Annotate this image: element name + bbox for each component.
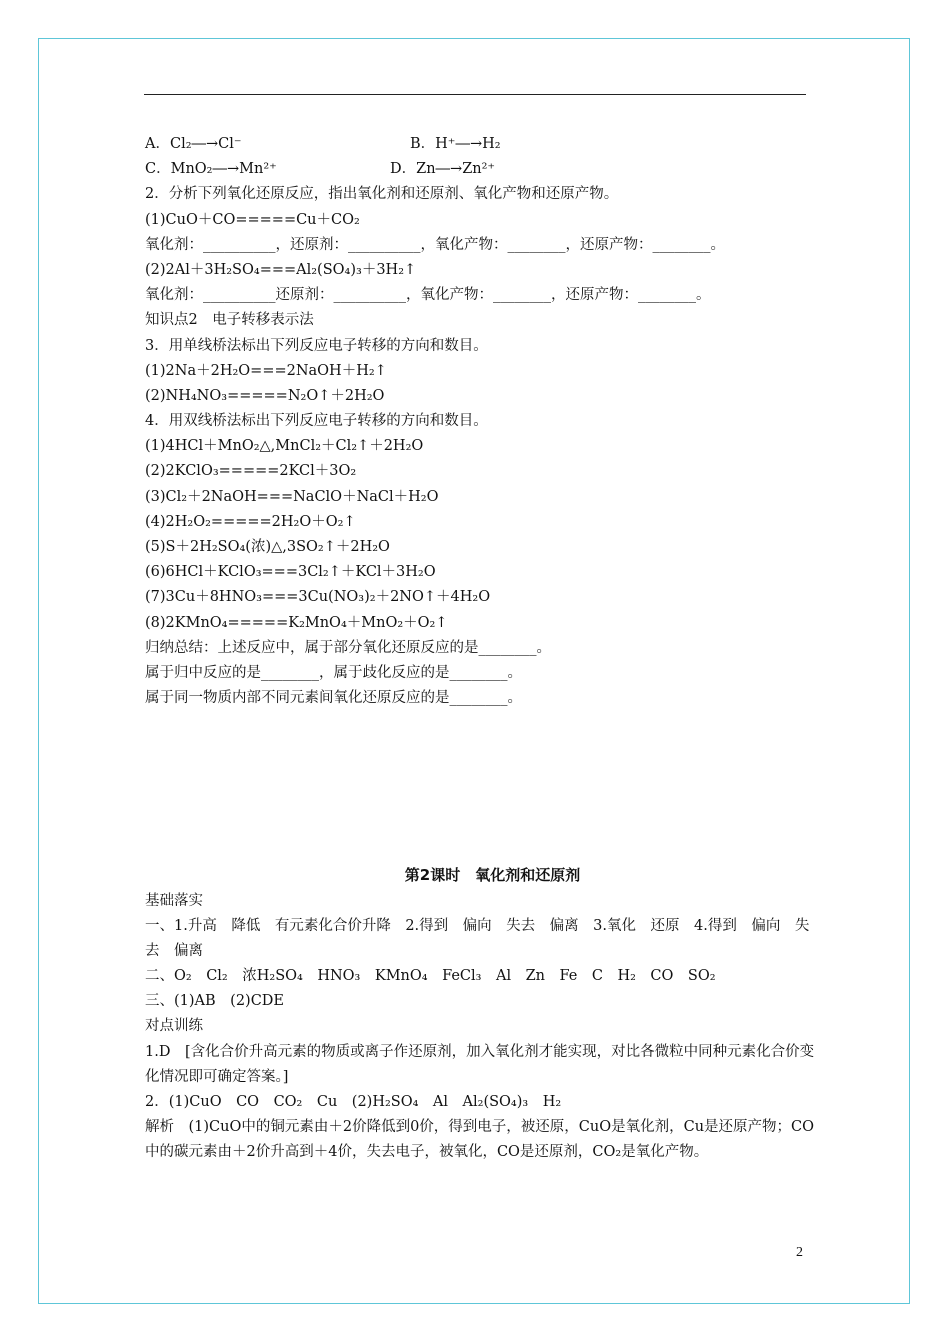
question-2-2-blanks: 氧化剂：__________还原剂：__________，氧化产物：________，还原产物：________。 <box>145 287 711 304</box>
question-2-2: (2)2Al＋3H₂SO₄===Al₂(SO₄)₃＋3H₂↑ <box>145 261 417 278</box>
document-body <box>145 132 820 1166</box>
question-4-item: (2)2KClO₃=====2KCl＋3O₂ <box>145 463 357 480</box>
section-gap <box>145 711 820 863</box>
drill-answer-1: 1.D [含化合价升高元素的物质或离子作还原剂，加入氧化剂才能实现，对比各微粒中同种元素化合价变化情况即可确定答案。] <box>145 1043 815 1085</box>
question-4-item: (3)Cl₂＋2NaOH===NaClO＋NaCl＋H₂O <box>145 488 439 505</box>
question-4-item: (1)4HCl＋MnO₂△,MnCl₂＋Cl₂↑＋2H₂O <box>145 438 424 455</box>
question-4: 4．用双线桥法标出下列反应电子转移的方向和数目。 <box>145 413 488 430</box>
question-4-item: (6)6HCl＋KClO₃===3Cl₂↑＋KCl＋3H₂O <box>145 564 436 581</box>
question-2-1-blanks: 氧化剂：__________，还原剂：__________，氧化产物：________，还原产物：________。 <box>145 236 725 253</box>
basic-heading: 基础落实 <box>145 892 203 909</box>
question-4-item: (5)S＋2H₂SO₄(浓)△,3SO₂↑＋2H₂O <box>145 539 390 555</box>
page-number: 2 <box>796 1245 803 1260</box>
basic-answer-1: 一、1.升高 降低 有元素化合价升降 2.得到 偏向 失去 偏离 3.氧化 还原 4.得到 偏向 失去 偏离 <box>145 917 810 959</box>
basic-answer-2: 二、O₂ Cl₂ 浓H₂SO₄ HNO₃ KMnO₄ FeCl₃ Al Zn Fe C H₂ CO SO₂ <box>145 968 716 985</box>
option-d: D．Zn―→Zn²⁺ <box>390 161 496 178</box>
option-a: A．Cl₂―→Cl⁻ <box>145 136 242 152</box>
question-4-item: (8)2KMnO₄=====K₂MnO₄＋MnO₂＋O₂↑ <box>145 614 448 631</box>
options-row-1 <box>145 132 820 157</box>
summary-line-3: 属于同一物质内部不同元素间氧化还原反应的是________。 <box>145 690 522 707</box>
question-4-item: (4)2H₂O₂=====2H₂O＋O₂↑ <box>145 513 356 530</box>
question-3-2: (2)NH₄NO₃=====N₂O↑＋2H₂O <box>145 387 385 404</box>
drill-answer-2: 2．(1)CuO CO CO₂ Cu (2)H₂SO₄ Al Al₂(SO₄)₃ H₂ <box>145 1094 562 1111</box>
drill-heading: 对点训练 <box>145 1018 203 1035</box>
answers-title: 第2课时 氧化剂和还原剂 <box>404 866 581 885</box>
knowledge-point-2: 知识点2 电子转移表示法 <box>145 312 314 329</box>
option-c: C．MnO₂―→Mn²⁺ <box>145 161 277 178</box>
summary-line-1: 归纳总结：上述反应中，属于部分氧化还原反应的是________。 <box>145 639 551 656</box>
basic-answer-3: 三、(1)AB (2)CDE <box>145 993 285 1010</box>
drill-answer-2-analysis: 解析 (1)CuO中的铜元素由＋2价降低到0价，得到电子，被还原，CuO是氧化剂，Cu是还原产物；CO中的碳元素由＋2价升高到＋4价，失去电子，被氧化，CO是还原剂，CO₂是氧化产物。 <box>145 1119 815 1161</box>
options-row-2 <box>145 157 820 182</box>
question-2-1: (1)CuO＋CO=====Cu＋CO₂ <box>145 211 360 228</box>
question-3: 3．用单线桥法标出下列反应电子转移的方向和数目。 <box>145 337 488 354</box>
summary-line-2: 属于归中反应的是________，属于歧化反应的是________。 <box>145 664 522 681</box>
header-rule <box>144 94 806 95</box>
question-2: 2．分析下列氧化还原反应，指出氧化剂和还原剂、氧化产物和还原产物。 <box>145 186 619 203</box>
question-3-1: (1)2Na＋2H₂O===2NaOH＋H₂↑ <box>145 362 387 379</box>
option-b: B．H⁺―→H₂ <box>410 136 501 152</box>
question-4-item: (7)3Cu＋8HNO₃===3Cu(NO₃)₂＋2NO↑＋4H₂O <box>145 589 491 606</box>
